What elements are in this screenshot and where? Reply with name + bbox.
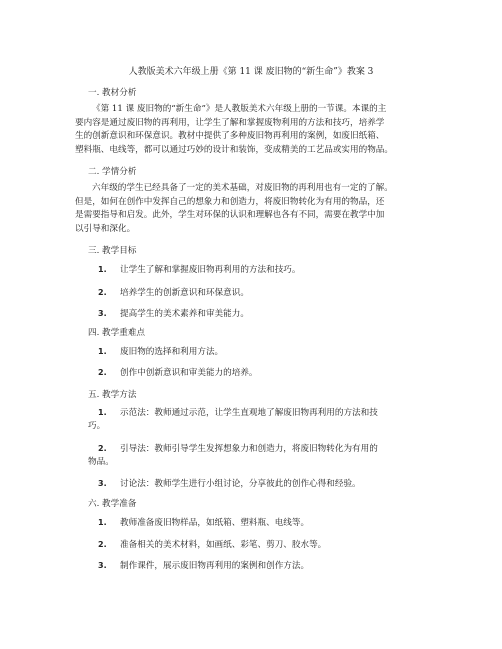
list-text: 引导法：教师引导学生发挥想象力和创造力，将废旧物转化为有用的 xyxy=(120,444,378,454)
list-item xyxy=(88,407,438,432)
section-heading-key-points: 四. 教学重难点 xyxy=(88,328,146,338)
paragraph-line: 塑料瓶、电线等，都可以通过巧妙的设计和装饰，变成精美的工艺品或实用的物品。 xyxy=(75,145,393,156)
list-text: 准备相关的美术材料，如画纸、彩笔、剪刀、胶水等。 xyxy=(120,540,327,550)
list-text: 培养学生的创新意识和环保意识。 xyxy=(120,288,249,298)
list-item xyxy=(98,308,249,320)
list-text: 让学生了解和掌握废旧物再利用的方法和技巧。 xyxy=(120,265,301,275)
list-number: 2. xyxy=(98,288,107,297)
paragraph-line: 以引导和深化。 xyxy=(75,224,136,235)
list-number: 1. xyxy=(98,347,107,356)
paragraph-line: 《第 11 课 废旧物的“新生命”》是人教版美术六年级上册的一节课。本课的主 xyxy=(92,104,387,114)
list-item xyxy=(98,560,309,572)
section-heading-student-analysis: 二. 学情分析 xyxy=(88,167,137,177)
paragraph-line: 生的创新意识和环保意识。教材中提供了多种废旧物再利用的案例，如废旧纸箱、 xyxy=(75,131,385,142)
section-heading-textbook-analysis: 一. 教材分析 xyxy=(88,88,137,98)
list-text: 制作课件，展示废旧物再利用的案例和创作方法。 xyxy=(120,561,310,571)
list-number: 1. xyxy=(98,518,107,527)
document-title: 人教版美术六年级上册《第 11 课 废旧物的“新生命”》教案 3 xyxy=(128,67,374,77)
section-paragraph-textbook-analysis xyxy=(75,103,427,158)
list-item xyxy=(98,367,258,379)
list-text: 提高学生的美术素养和审美能力。 xyxy=(120,309,249,319)
list-text: 示范法：教师通过示范，让学生直观地了解废旧物再利用的方法和技 xyxy=(120,408,378,418)
list-number: 1. xyxy=(98,408,107,417)
section-heading-teaching-methods: 五. 教学方法 xyxy=(88,390,137,400)
list-number: 2. xyxy=(98,368,107,377)
list-number: 3. xyxy=(98,561,107,570)
list-number: 2. xyxy=(98,444,107,453)
list-text: 废旧物的选择和利用方法。 xyxy=(120,347,224,357)
list-item xyxy=(98,287,249,299)
paragraph-line: 要内容是通过废旧物的再利用，让学生了解和掌握废物利用的方法和技巧，培养学 xyxy=(75,117,385,128)
list-number: 3. xyxy=(98,309,107,318)
list-item xyxy=(88,443,438,468)
section-heading-teaching-prep: 六. 教学准备 xyxy=(88,499,137,509)
list-text: 讨论法：教师学生进行小组讨论，分享彼此的创作心得和经验。 xyxy=(120,479,361,489)
list-text: 教师准备废旧物样品，如纸箱、塑料瓶、电线等。 xyxy=(120,518,310,528)
section-paragraph-student-analysis xyxy=(75,182,427,237)
list-item xyxy=(98,264,300,276)
list-number: 2. xyxy=(98,540,107,549)
list-item xyxy=(98,517,309,529)
section-heading-teaching-goals: 三. 教学目标 xyxy=(88,246,137,256)
list-text-continued: 物品。 xyxy=(88,456,114,467)
paragraph-line: 六年级的学生已经具备了一定的美术基础，对废旧物的再利用也有一定的了解。 xyxy=(92,183,393,193)
list-number: 1. xyxy=(98,265,107,274)
list-number: 3. xyxy=(98,479,107,488)
list-item xyxy=(98,346,223,358)
paragraph-line: 是需要指导和启发。此外，学生对环保的认识和理解也各有不同，需要在教学中加 xyxy=(75,210,385,221)
list-item xyxy=(98,478,361,490)
list-text: 创作中创新意识和审美能力的培养。 xyxy=(120,368,258,378)
paragraph-line: 但是，如何在创作中发挥自己的想象力和创造力，将废旧物转化为有用的物品，还 xyxy=(75,196,385,207)
list-text-continued: 巧。 xyxy=(88,420,106,431)
list-item xyxy=(98,539,326,551)
